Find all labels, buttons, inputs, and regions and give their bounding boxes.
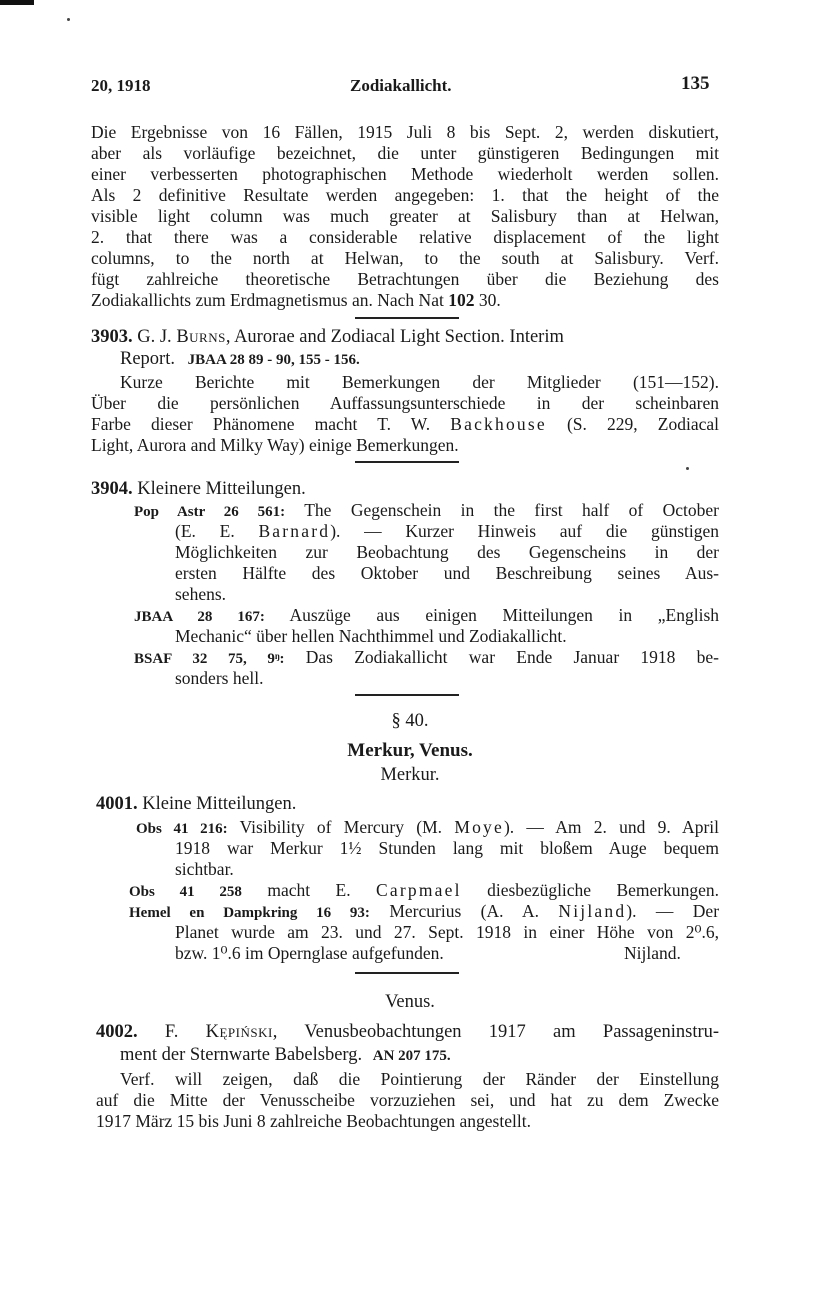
- text-line: Obs 41 216: Visibility of Mercury (M. Moye). — Am 2. und 9. April: [136, 817, 720, 837]
- scan-corner-mark: [0, 0, 34, 5]
- reviewer-signature: Nijland.: [624, 943, 681, 963]
- header-section-title: Zodiakallicht.: [350, 76, 452, 95]
- text-line: einer verbesserten photographischen Methode wiederholt werden sollen.: [91, 164, 719, 184]
- text-line: JBAA 28 167: Auszüge aus einigen Mitteilungen in „English: [134, 605, 720, 625]
- text-line: Farbe dieser Phänomene macht T. W. Backhouse (S. 229, Zodiacal: [91, 414, 720, 434]
- text-line: Kurze Berichte mit Bemerkungen der Mitglieder (151—152).: [120, 372, 719, 392]
- author-name: Burns: [176, 327, 226, 347]
- entry-number: 3904.: [91, 479, 133, 499]
- text-line: 1917 März 15 bis Juni 8 zahlreiche Beobachtungen angestellt.: [96, 1111, 531, 1131]
- entry-heading-cont: Report. JBAA 28 89 - 90, 155 - 156.: [120, 349, 360, 369]
- person-name: Nijland: [558, 901, 627, 921]
- text-line: Mechanic“ über hellen Nachthimmel und Zodiakallicht.: [175, 626, 567, 646]
- text-line: auf die Mitte der Venusscheibe vorzuziehen sei, und hat zu dem Zwecke: [96, 1090, 719, 1110]
- text-line: aber als vorläufige bezeichnet, die unter günstigeren Bedingungen mit: [91, 143, 719, 163]
- text-line: 2. that there was a considerable relative displacement of the light: [91, 227, 719, 247]
- source-ref: Obs 41 216:: [136, 821, 228, 837]
- entry-number: 4001.: [96, 794, 138, 814]
- entry-heading: 4002. F. Kępiński, Venusbeobachtungen 1917 am Passageninstru-: [96, 1022, 720, 1042]
- text-line: Zodiakallichts zum Erdmagnetismus an. Nach Nat 102 30.: [91, 290, 501, 310]
- page-number: 135: [681, 73, 710, 94]
- text-line: bzw. 1⁰.6 im Opernglase aufgefunden.: [175, 943, 444, 963]
- text-line: (E. E. Barnard). — Kurzer Hinweis auf die günstigen: [175, 521, 719, 541]
- person-name: Backhouse: [450, 414, 547, 434]
- entry-number: 4002.: [96, 1022, 138, 1042]
- person-name: Barnard: [258, 521, 331, 541]
- scan-speck: [686, 467, 689, 470]
- person-name: Carpmael: [376, 880, 462, 900]
- text-line: ersten Hälfte des Oktober und Beschreibung seines Aus-: [175, 563, 719, 583]
- person-name: Moye: [454, 817, 504, 837]
- text-line: 1918 war Merkur 1½ Stunden lang mit bloßem Auge bequem: [175, 838, 719, 858]
- source-ref: BSAF 32 75, 9ᵑ:: [134, 651, 285, 667]
- source-ref: JBAA 28 89 - 90, 155 - 156.: [187, 352, 360, 368]
- entry-heading: 3903. G. J. Burns, Aurorae and Zodiacal Light Section. Interim: [91, 327, 564, 347]
- text-line: BSAF 32 75, 9ᵑ: Das Zodiakallicht war Ende Januar 1918 be-: [134, 647, 719, 667]
- source-ref: JBAA 28 167:: [134, 609, 265, 625]
- text-line: Pop Astr 26 561: The Gegenschein in the first half of October: [134, 500, 720, 520]
- text-line: Als 2 definitive Resultate werden angegeben: 1. that the height of the: [91, 185, 719, 205]
- text-line: sichtbar.: [175, 859, 234, 879]
- text-line: sonders hell.: [175, 668, 264, 688]
- separator-rule: [355, 317, 459, 319]
- source-ref: AN 207 175.: [372, 1048, 451, 1064]
- text-line: Hemel en Dampkring 16 93: Mercurius (A. A. Nijland). — Der: [129, 901, 720, 921]
- subsection-title: Venus.: [385, 992, 435, 1012]
- text-line: Verf. will zeigen, daß die Pointierung der Ränder der Einstellung: [120, 1069, 719, 1089]
- section-title: Merkur, Venus.: [347, 740, 473, 761]
- source-ref: Pop Astr 26 561:: [134, 504, 286, 520]
- volume-number: 102: [448, 290, 475, 310]
- text-line: sehens.: [175, 584, 227, 604]
- text-line: fügt zahlreiche theoretische Betrachtungen über die Beziehung des: [91, 269, 719, 289]
- separator-rule: [355, 972, 459, 974]
- header-volume-year: 20, 1918: [91, 76, 151, 95]
- scan-speck: [67, 18, 70, 21]
- text-line: visible light column was much greater at Salisbury than at Helwan,: [91, 206, 719, 226]
- text-line: Die Ergebnisse von 16 Fällen, 1915 Juli 8 bis Sept. 2, werden diskutiert,: [91, 122, 719, 142]
- text-line: columns, to the north at Helwan, to the south at Salisbury. Verf.: [91, 248, 719, 268]
- entry-heading: 3904. Kleinere Mitteilungen.: [91, 479, 306, 499]
- section-number: § 40.: [391, 711, 429, 731]
- entry-heading: 4001. Kleine Mitteilungen.: [96, 794, 297, 814]
- text-line: Light, Aurora and Milky Way) einige Bemerkungen.: [91, 435, 459, 455]
- text-line: Planet wurde am 23. und 27. Sept. 1918 in einer Höhe von 2⁰.6,: [175, 922, 719, 942]
- source-ref: Obs 41 258: [129, 884, 242, 900]
- source-ref: Hemel en Dampkring 16 93:: [129, 905, 370, 921]
- text-line: Obs 41 258 macht E. Carpmael diesbezügliche Bemerkungen.: [129, 880, 720, 900]
- entry-number: 3903.: [91, 327, 133, 347]
- subsection-title: Merkur.: [380, 765, 440, 785]
- text-line: Möglichkeiten zur Beobachtung des Gegenscheins in der: [175, 542, 719, 562]
- author-name: Kępiński: [205, 1022, 273, 1042]
- separator-rule: [355, 694, 459, 696]
- text-line: Über die persönlichen Auffassungsunterschiede in der scheinbaren: [91, 393, 719, 413]
- entry-heading-cont: ment der Sternwarte Babelsberg. AN 207 175.: [120, 1045, 451, 1065]
- separator-rule: [355, 461, 459, 463]
